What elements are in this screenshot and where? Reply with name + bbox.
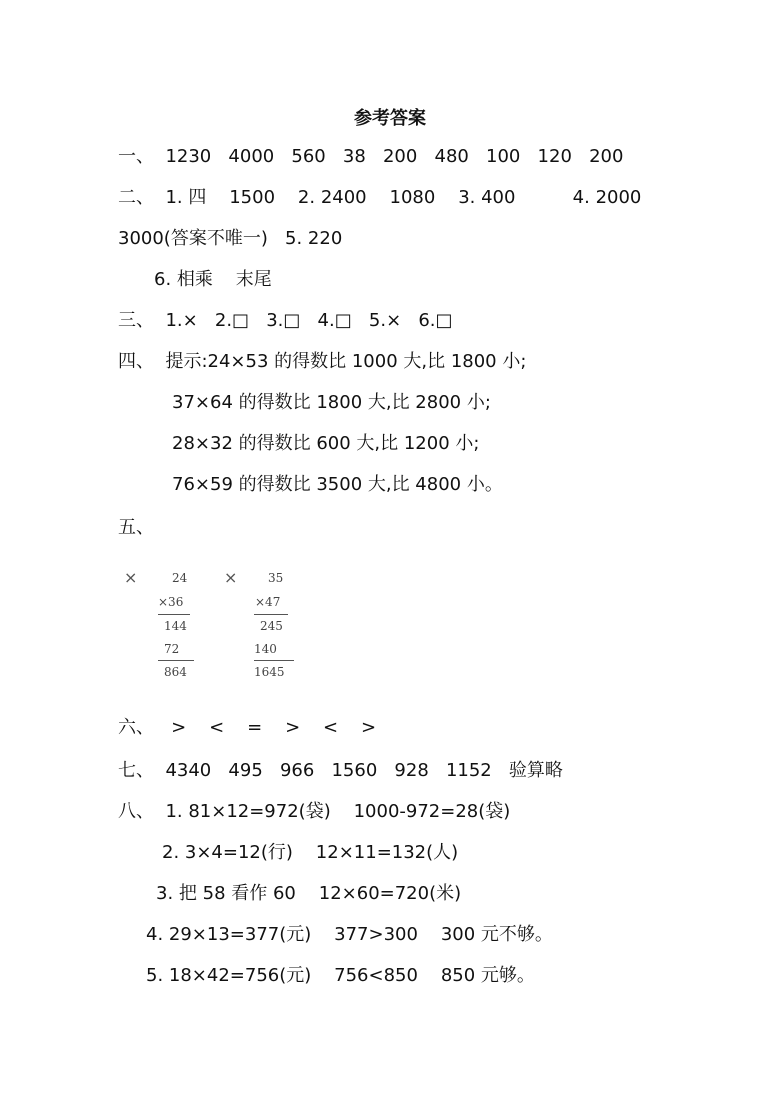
answer-section-8-line-3: 3. 把 58 看作 60 12×60=720(米) [156, 883, 462, 904]
calc-2-top-number: 35 [268, 571, 284, 585]
answer-section-4-line-4: 76×59 的得数比 3500 大,比 4800 小。 [172, 474, 503, 495]
calc-2-result: 1645 [254, 665, 285, 679]
answer-section-2-line-1: 二、 1. 四 1500 2. 2400 1080 3. 400 4. 2000 [118, 187, 642, 208]
answer-section-4-line-1: 四、 提示:24×53 的得数比 1000 大,比 1800 小; [118, 351, 527, 372]
answer-section-3: 三、 1.× 2.□ 3.□ 4.□ 5.× 6.□ [118, 310, 453, 331]
calc-2-partial-product-1: 245 [260, 619, 283, 633]
answer-section-7: 七、 4340 495 966 1560 928 1152 验算略 [118, 760, 563, 781]
calc-1-partial-product-1: 144 [164, 619, 187, 633]
vertical-calculation-2 [224, 568, 304, 688]
calc-1-rule-2 [158, 660, 194, 661]
page-title: 参考答案 [354, 108, 426, 129]
calc-2-multiplier: ×47 [255, 595, 281, 609]
calc-1-rule-1 [158, 614, 190, 615]
calc-1-partial-product-2: 72 [164, 642, 180, 656]
answer-section-4-line-3: 28×32 的得数比 600 大,比 1200 小; [172, 433, 480, 454]
calc-1-top-number: 24 [172, 571, 188, 585]
calc-1-multiplier: ×36 [158, 595, 184, 609]
calc-2-rule-1 [254, 614, 288, 615]
calc-1-result: 864 [164, 665, 187, 679]
answer-section-5-label: 五、 [118, 517, 154, 538]
vertical-calculation-1 [124, 568, 204, 688]
answer-section-4-line-2: 37×64 的得数比 1800 大,比 2800 小; [172, 392, 491, 413]
answer-section-2-line-3: 6. 相乘 末尾 [154, 269, 272, 290]
wrong-mark-icon: × [124, 568, 138, 587]
answer-section-8-line-2: 2. 3×4=12(行) 12×11=132(人) [162, 842, 459, 863]
answer-section-8-line-4: 4. 29×13=377(元) 377>300 300 元不够。 [146, 924, 553, 945]
answer-section-8-line-5: 5. 18×42=756(元) 756<850 850 元够。 [146, 965, 535, 986]
answer-section-8-line-1: 八、 1. 81×12=972(袋) 1000-972=28(袋) [118, 801, 511, 822]
calc-2-rule-2 [254, 660, 294, 661]
wrong-mark-icon: × [224, 568, 238, 587]
answer-section-1: 一、 1230 4000 560 38 200 480 100 120 200 [118, 146, 624, 167]
answer-section-2-line-2: 3000(答案不唯一) 5. 220 [118, 228, 343, 249]
calc-2-partial-product-2: 140 [254, 642, 277, 656]
answer-section-6: 六、 > < = > < > [118, 717, 377, 738]
